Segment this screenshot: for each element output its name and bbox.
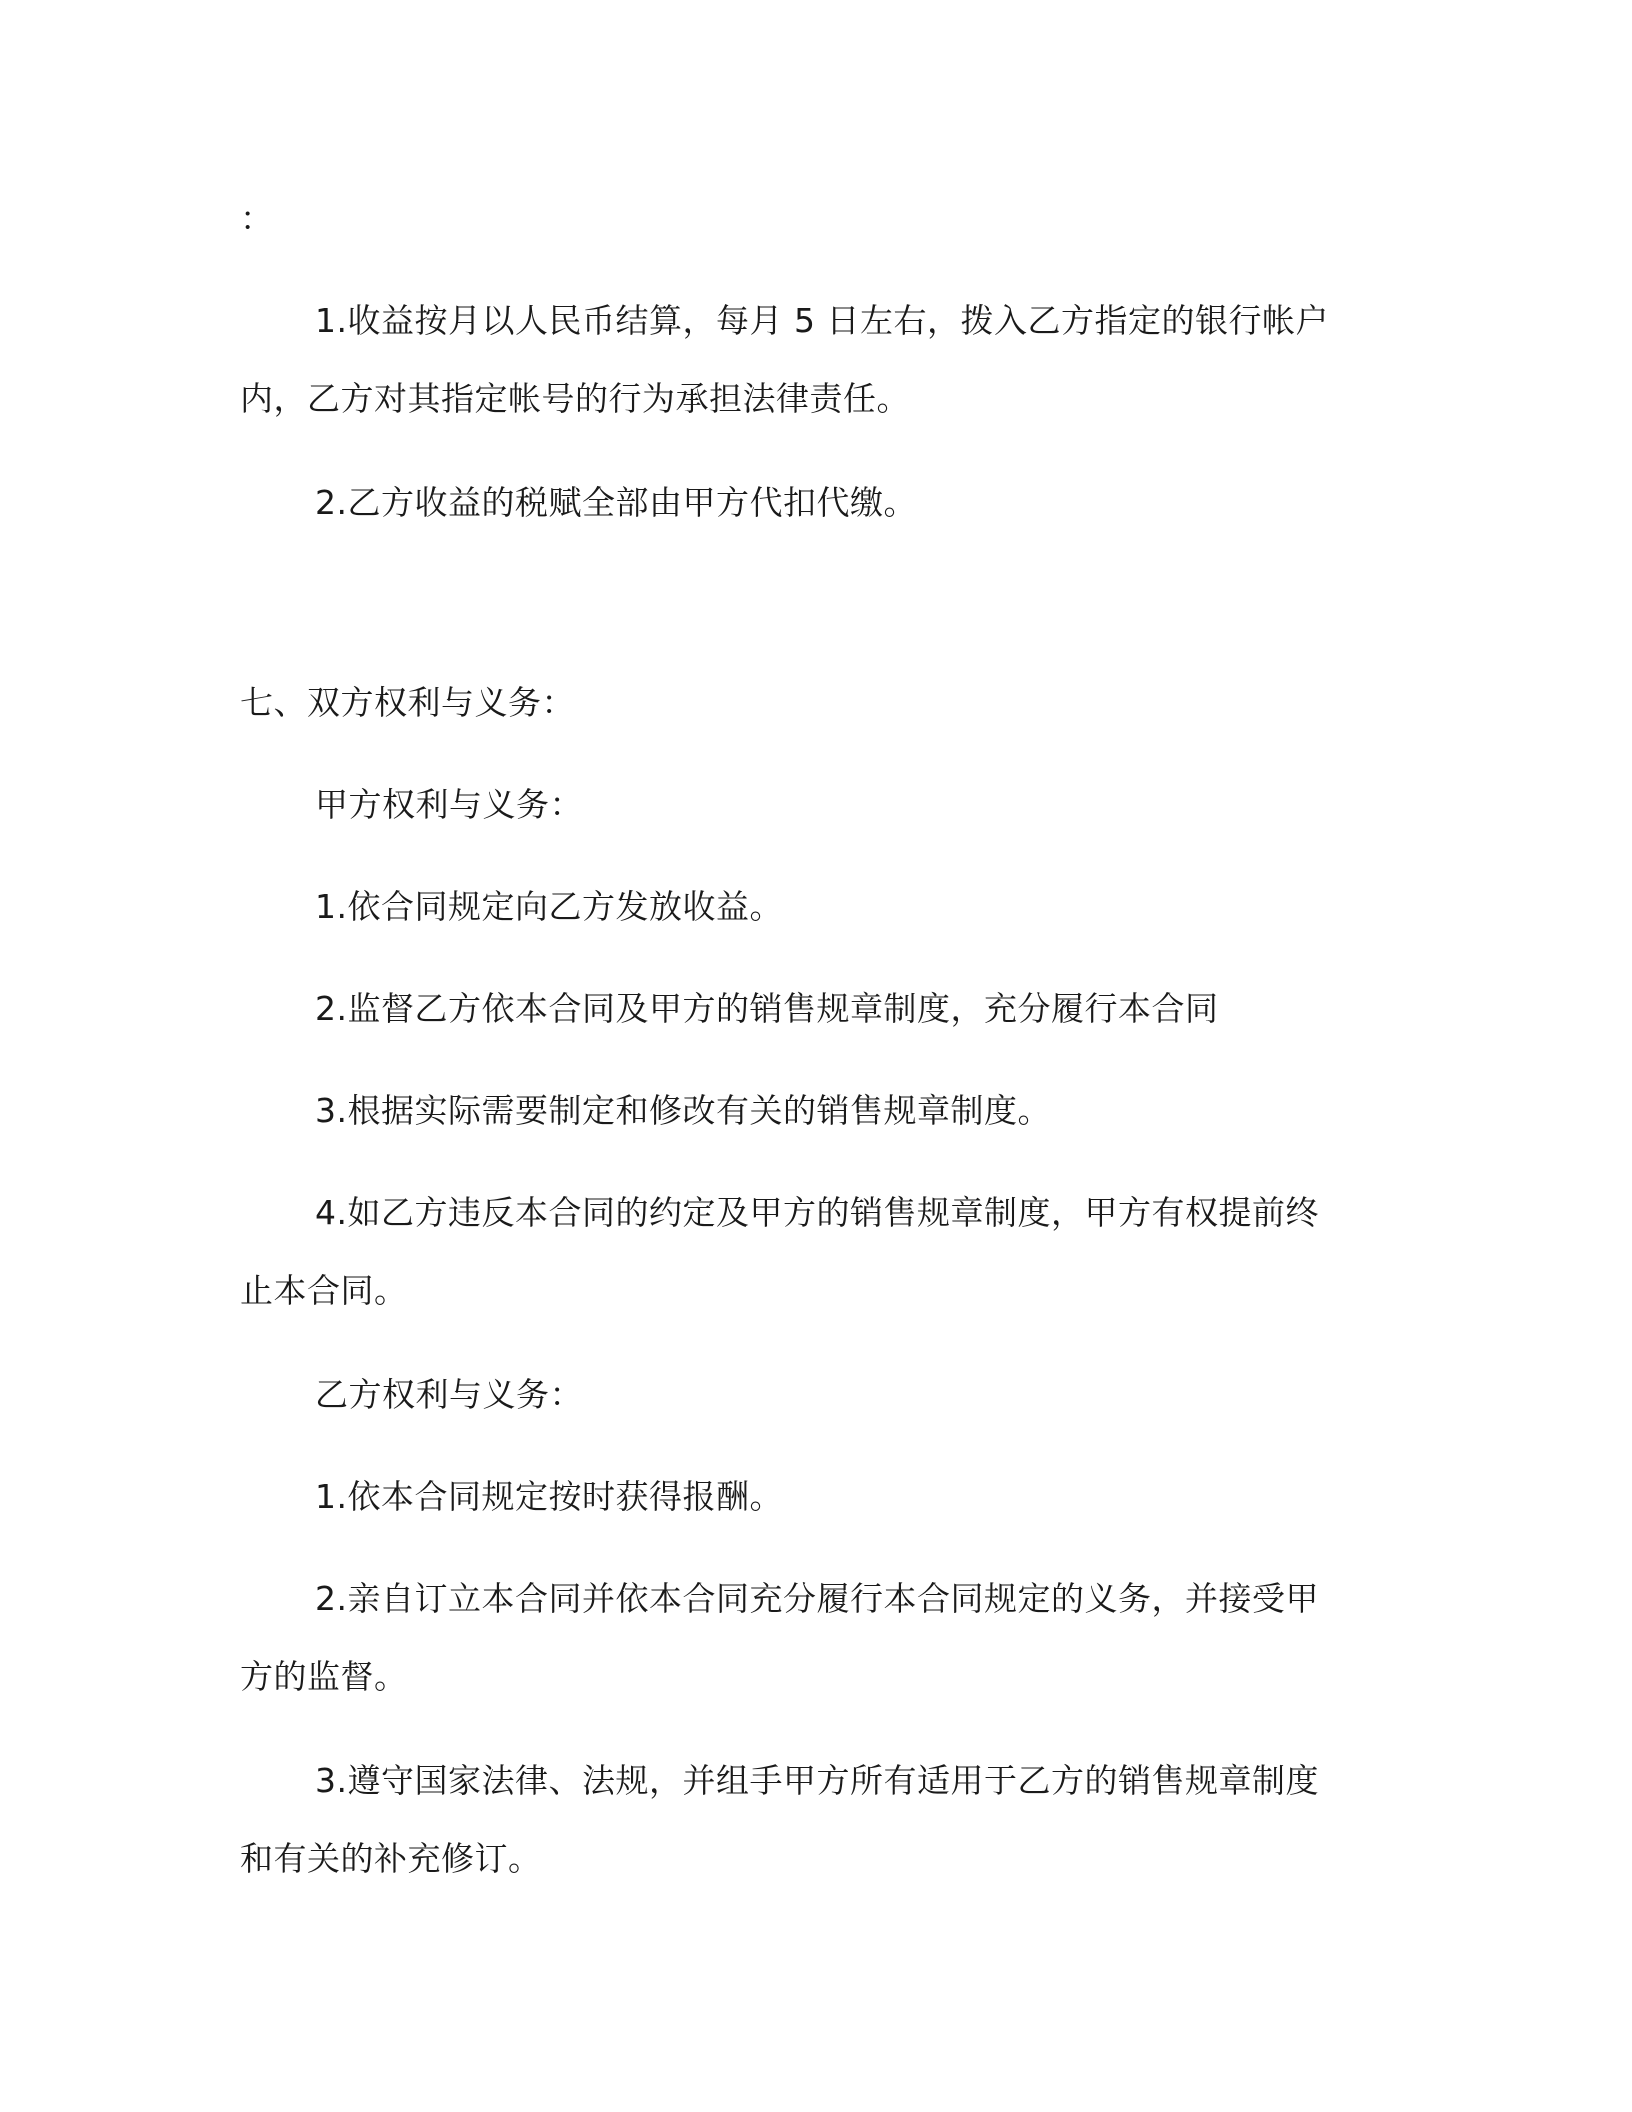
party-b-item-1: 1.依本合同规定按时获得报酬。 — [315, 1477, 783, 1516]
party-a-item-2: 2.监督乙方依本合同及甲方的销售规章制度，充分履行本合同 — [315, 989, 1219, 1028]
party-b-item-2: 2.亲自订立本合同并依本合同充分履行本合同规定的义务，并接受甲方的监督。 — [240, 1579, 1319, 1696]
colon-fragment: ： — [240, 199, 274, 238]
section-heading-rights-obligations: 七、双方权利与义务： — [240, 683, 575, 722]
party-a-item-4: 4.如乙方违反本合同的约定及甲方的销售规章制度，甲方有权提前终止本合同。 — [240, 1193, 1319, 1310]
party-a-item-1: 1.依合同规定向乙方发放收益。 — [315, 887, 783, 926]
party-b-item-3: 3.遵守国家法律、法规，并组手甲方所有适用于乙方的销售规章制度和有关的补充修订。 — [240, 1761, 1319, 1878]
party-a-item-3: 3.根据实际需要制定和修改有关的销售规章制度。 — [315, 1091, 1051, 1130]
paragraph-settlement: 1.收益按月以人民币结算，每月 5 日左右，拨入乙方指定的银行帐户内，乙方对其指定帐号的行为承担法律责任。 — [240, 301, 1329, 418]
subheading-party-a: 甲方权利与义务： — [315, 785, 583, 824]
paragraph-tax: 2.乙方收益的税赋全部由甲方代扣代缴。 — [315, 483, 917, 522]
subheading-party-b: 乙方权利与义务： — [315, 1375, 583, 1414]
